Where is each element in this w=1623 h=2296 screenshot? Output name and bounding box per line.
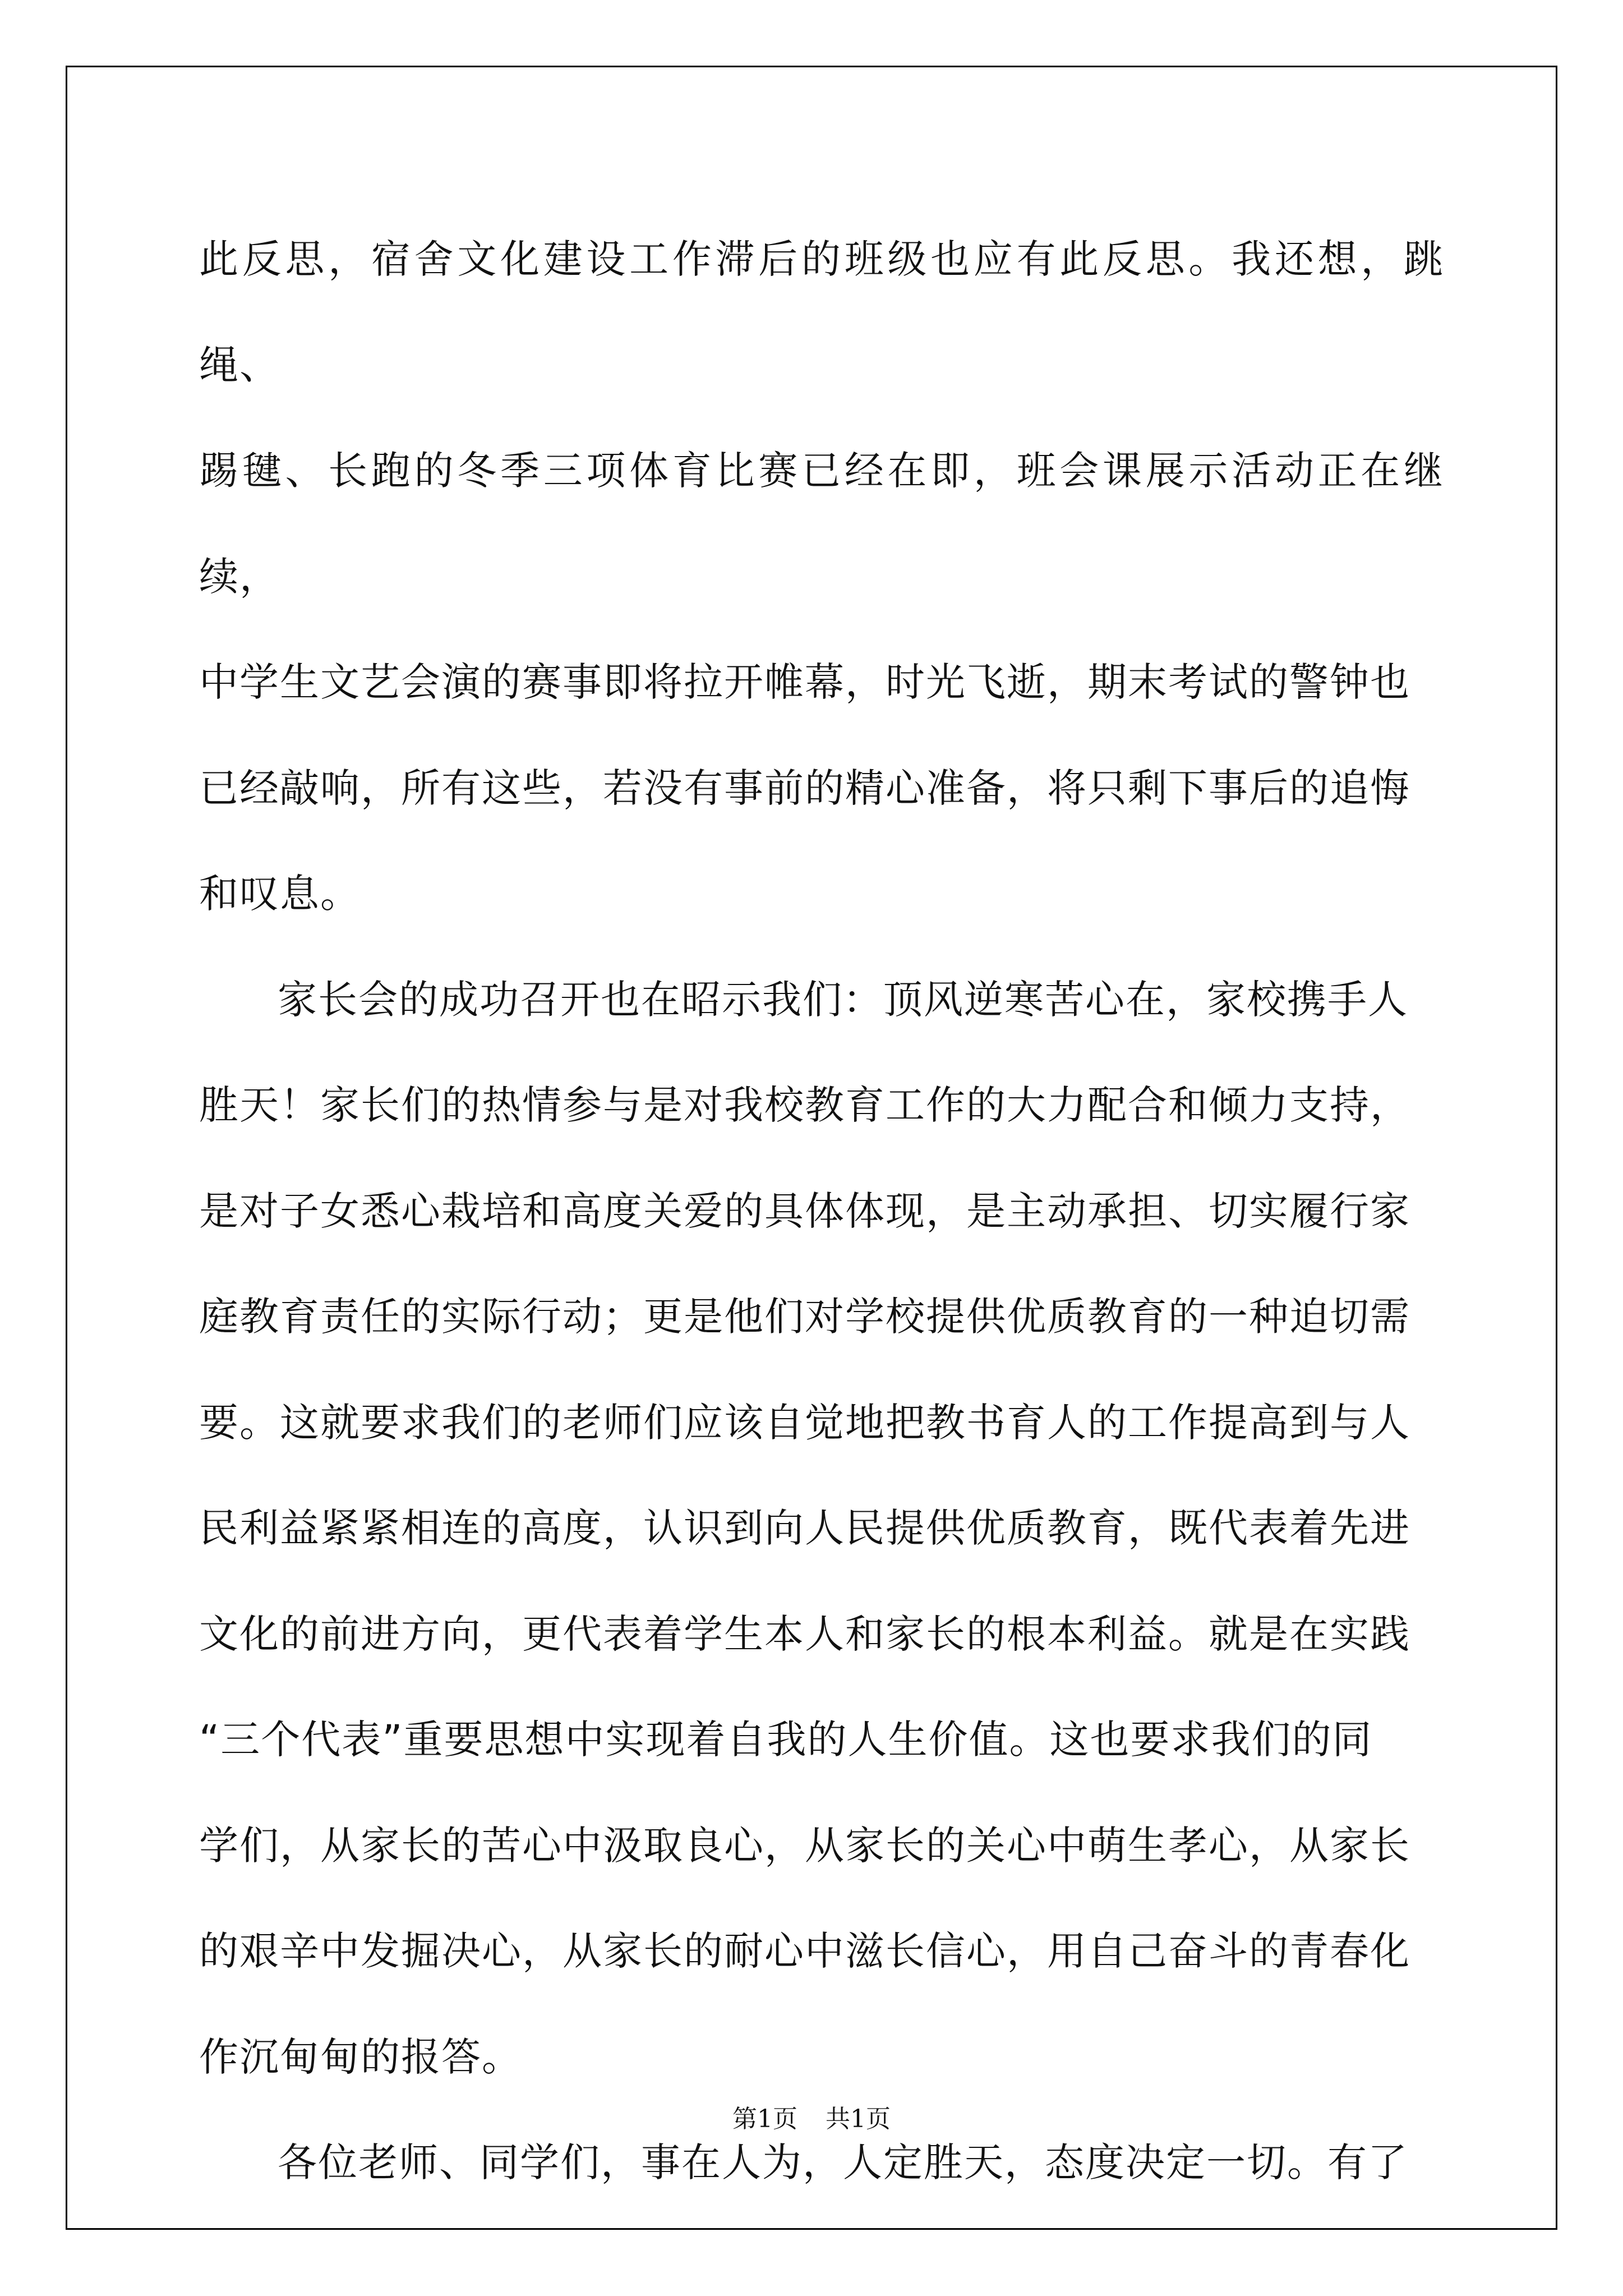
paragraph-1 [199,206,1444,947]
text-line: 各位老师、同学们，事在人为，人定胜天，态度决定一切。有了 [278,2139,1408,2185]
text-line: 民利益紧紧相连的高度，认识到向人民提供优质教育，既代表着先进 [199,1505,1410,1551]
text-line: 文化的前进方向，更代表着学生本人和家长的根本利益。就是在实践 [199,1611,1410,1657]
text-line: 是对子女悉心栽培和高度关爱的具体体现，是主动承担、切实履行家 [199,1188,1410,1234]
text-line: 作沉甸甸的报答。 [199,2033,522,2080]
page-total: 共1页 [826,2105,891,2133]
page-number: 第1页 [732,2105,797,2133]
text-line: 此反思，宿舍文化建设工作滞后的班级也应有此反思。我还想，跳绳、 [199,236,1444,388]
text-line: “三个代表”重要思想中实现着自我的人生价值。这也要求我们的同 [199,1717,1373,1763]
page-footer [0,2102,1623,2136]
paragraph-2 [199,947,1444,2110]
text-line: 和叹息。 [199,871,361,917]
text-line: 已经敲响，所有这些，若没有事前的精心准备，将只剩下事后的追悔 [199,765,1410,811]
text-line: 的艰辛中发掘决心，从家长的耐心中滋长信心，用自己奋斗的青春化 [199,1928,1410,1974]
text-line: 家长会的成功召开也在昭示我们：顶风逆寒苦心在，家校携手人 [278,976,1408,1023]
text-line: 庭教育责任的实际行动；更是他们对学校提供优质教育的一种迫切需 [199,1294,1410,1340]
document-body [199,206,1444,2216]
text-line: 胜天！家长们的热情参与是对我校教育工作的大力配合和倾力支持， [199,1082,1410,1128]
text-line: 学们，从家长的苦心中汲取良心，从家长的关心中萌生孝心，从家长 [199,1822,1410,1869]
text-line: 中学生文艺会演的赛事即将拉开帷幕，时光飞逝，期末考试的警钟也 [199,659,1410,705]
text-line: 要。这就要求我们的老师们应该自觉地把教书育人的工作提高到与人 [199,1399,1410,1446]
text-line: 踢毽、长跑的冬季三项体育比赛已经在即，班会课展示活动正在继续， [199,448,1444,600]
